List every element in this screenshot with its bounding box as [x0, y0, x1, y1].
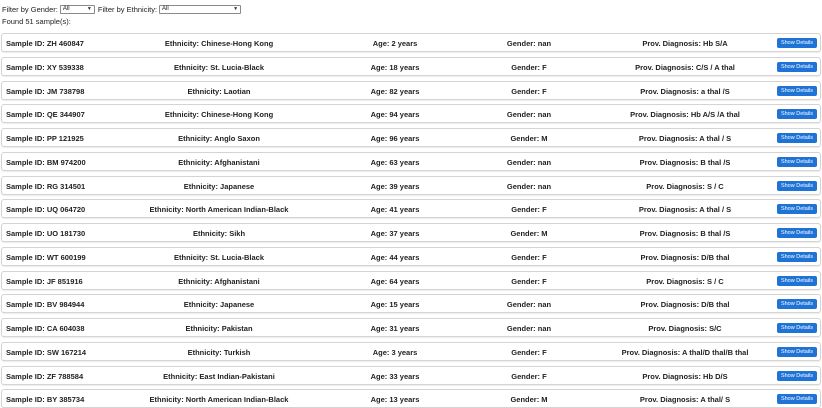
sample-diagnosis: Prov. Diagnosis: B thal /S: [639, 229, 731, 238]
show-details-button[interactable]: Show Details: [777, 347, 817, 357]
sample-id: Sample ID: PP 121925: [6, 134, 84, 143]
show-details-button[interactable]: Show Details: [777, 276, 817, 286]
sample-age: Age: 41 years: [370, 205, 420, 215]
sample-ethnicity: Ethnicity: Japanese: [183, 181, 255, 191]
sample-row: [1, 176, 821, 195]
sample-gender: Gender: M: [510, 229, 548, 238]
sample-gender: Gender: F: [511, 371, 547, 381]
sample-age: Age: 96 years: [370, 134, 420, 143]
sample-diagnosis: Prov. Diagnosis: A thal/ S: [639, 395, 731, 405]
sample-row: [1, 389, 821, 408]
sample-ethnicity: Ethnicity: East Indian-Pakistani: [163, 371, 275, 381]
sample-gender: Gender: nan: [506, 157, 552, 167]
sample-diagnosis: Prov. Diagnosis: S / C: [646, 181, 724, 191]
sample-id: Sample ID: SW 167214: [6, 347, 87, 357]
sample-gender: Gender: nan: [506, 39, 552, 48]
sample-ethnicity: Ethnicity: Afghanistani: [178, 276, 260, 286]
sample-diagnosis: Prov. Diagnosis: S/C: [648, 324, 722, 333]
sample-age: Age: 33 years: [370, 371, 420, 381]
gender-filter-value: All: [62, 5, 70, 12]
sample-ethnicity: Ethnicity: Afghanistani: [178, 157, 260, 167]
sample-row: [1, 81, 821, 100]
sample-diagnosis: Prov. Diagnosis: Hb D/S: [642, 371, 728, 381]
sample-age: Age: 13 years: [370, 395, 420, 405]
sample-diagnosis: Prov. Diagnosis: C/S / A thal: [635, 62, 735, 72]
sample-id: Sample ID: RG 314501: [6, 181, 86, 191]
sample-row: [1, 271, 821, 290]
gender-filter-select[interactable]: [60, 5, 95, 14]
sample-gender: Gender: F: [511, 62, 547, 72]
sample-age: Age: 94 years: [370, 110, 420, 120]
sample-row: [1, 366, 821, 385]
sample-id: Sample ID: BV 984944: [6, 300, 85, 310]
sample-diagnosis: Prov. Diagnosis: B thal /S: [639, 157, 731, 167]
sample-age: Age: 2 years: [372, 39, 418, 48]
show-details-button[interactable]: Show Details: [777, 62, 817, 72]
sample-diagnosis: Prov. Diagnosis: D/B thal: [640, 300, 730, 310]
sample-row: [1, 294, 821, 313]
sample-id: Sample ID: ZH 460847: [6, 39, 84, 48]
sample-diagnosis: Prov. Diagnosis: D/B thal: [640, 252, 730, 262]
sample-age: Age: 64 years: [370, 276, 420, 286]
sample-gender: Gender: nan: [506, 110, 552, 120]
sample-diagnosis: Prov. Diagnosis: Hb S/A: [642, 39, 728, 48]
show-details-button[interactable]: Show Details: [777, 204, 817, 214]
sample-row: [1, 342, 821, 361]
show-details-button[interactable]: Show Details: [777, 228, 817, 238]
sample-row: [1, 199, 821, 218]
sample-diagnosis: Prov. Diagnosis: A thal / S: [638, 134, 732, 143]
sample-id: Sample ID: BM 974200: [6, 157, 86, 167]
ethnicity-filter-label: Filter by Ethnicity:: [97, 4, 158, 14]
sample-ethnicity: Ethnicity: Sikh: [192, 229, 246, 238]
sample-age: Age: 82 years: [370, 86, 420, 96]
gender-filter-label: Filter by Gender:: [2, 4, 58, 14]
ethnicity-filter-select[interactable]: [159, 5, 241, 14]
sample-row: [1, 318, 821, 337]
sample-row: [1, 152, 821, 171]
sample-ethnicity: Ethnicity: Japanese: [183, 300, 255, 310]
sample-age: Age: 18 years: [370, 62, 420, 72]
sample-gender: Gender: F: [511, 86, 547, 96]
show-details-button[interactable]: Show Details: [777, 299, 817, 309]
sample-id: Sample ID: ZF 788584: [6, 371, 84, 381]
sample-gender: Gender: F: [511, 347, 547, 357]
results-count: Found 51 sample(s):: [2, 17, 71, 26]
sample-gender: Gender: F: [511, 252, 547, 262]
show-details-button[interactable]: Show Details: [777, 181, 817, 191]
sample-ethnicity: Ethnicity: Anglo Saxon: [178, 134, 260, 143]
sample-diagnosis: Prov. Diagnosis: a thal /S: [640, 86, 730, 96]
sample-gender: Gender: nan: [506, 181, 552, 191]
sample-gender: Gender: nan: [506, 300, 552, 310]
chevron-down-icon: ▼: [233, 5, 239, 12]
sample-id: Sample ID: BY 385734: [6, 395, 85, 405]
sample-ethnicity: Ethnicity: Chinese-Hong Kong: [164, 110, 274, 120]
show-details-button[interactable]: Show Details: [777, 109, 817, 119]
sample-id: Sample ID: WT 600199: [6, 252, 86, 262]
show-details-button[interactable]: Show Details: [777, 157, 817, 167]
sample-gender: Gender: M: [510, 395, 548, 405]
show-details-button[interactable]: Show Details: [777, 323, 817, 333]
sample-diagnosis: Prov. Diagnosis: A thal/D thal/B thal: [621, 347, 749, 357]
sample-diagnosis: Prov. Diagnosis: A thal / S: [638, 205, 732, 215]
sample-ethnicity: Ethnicity: St. Lucia-Black: [173, 252, 265, 262]
sample-ethnicity: Ethnicity: Chinese-Hong Kong: [164, 39, 274, 48]
sample-row: [1, 104, 821, 123]
sample-age: Age: 63 years: [370, 157, 420, 167]
sample-ethnicity: Ethnicity: St. Lucia-Black: [173, 62, 265, 72]
sample-age: Age: 31 years: [370, 324, 420, 333]
sample-gender: Gender: M: [510, 134, 548, 143]
sample-gender: Gender: F: [511, 276, 547, 286]
sample-ethnicity: Ethnicity: North American Indian-Black: [149, 395, 289, 405]
sample-age: Age: 3 years: [372, 347, 418, 357]
sample-row: [1, 247, 821, 266]
show-details-button[interactable]: Show Details: [777, 252, 817, 262]
show-details-button[interactable]: Show Details: [777, 133, 817, 143]
show-details-button[interactable]: Show Details: [777, 86, 817, 96]
sample-age: Age: 39 years: [370, 181, 420, 191]
sample-ethnicity: Ethnicity: Turkish: [187, 347, 251, 357]
sample-id: Sample ID: JM 738798: [6, 86, 85, 96]
show-details-button[interactable]: Show Details: [777, 371, 817, 381]
show-details-button[interactable]: Show Details: [777, 394, 817, 404]
sample-id: Sample ID: UQ 064720: [6, 205, 86, 215]
sample-age: Age: 15 years: [370, 300, 420, 310]
sample-age: Age: 37 years: [370, 229, 420, 238]
sample-row: [1, 223, 821, 242]
sample-row: [1, 33, 821, 52]
sample-age: Age: 44 years: [370, 252, 420, 262]
show-details-button[interactable]: Show Details: [777, 38, 817, 48]
sample-row: [1, 57, 821, 76]
sample-gender: Gender: F: [511, 205, 547, 215]
sample-id: Sample ID: QE 344907: [6, 110, 85, 120]
chevron-down-icon: ▼: [86, 5, 92, 12]
sample-row: [1, 128, 821, 147]
sample-ethnicity: Ethnicity: Pakistan: [185, 324, 253, 333]
sample-ethnicity: Ethnicity: North American Indian-Black: [149, 205, 289, 215]
sample-id: Sample ID: CA 604038: [6, 324, 85, 333]
sample-gender: Gender: nan: [506, 324, 552, 333]
filter-bar: [2, 4, 241, 14]
sample-id: Sample ID: XY 539338: [6, 62, 84, 72]
ethnicity-filter-value: All: [162, 5, 169, 12]
sample-id: Sample ID: UO 181730: [6, 229, 86, 238]
sample-diagnosis: Prov. Diagnosis: Hb A/S /A thal: [630, 110, 740, 120]
sample-ethnicity: Ethnicity: Laotian: [187, 86, 251, 96]
sample-diagnosis: Prov. Diagnosis: S / C: [646, 276, 724, 286]
sample-id: Sample ID: JF 851916: [6, 276, 83, 286]
